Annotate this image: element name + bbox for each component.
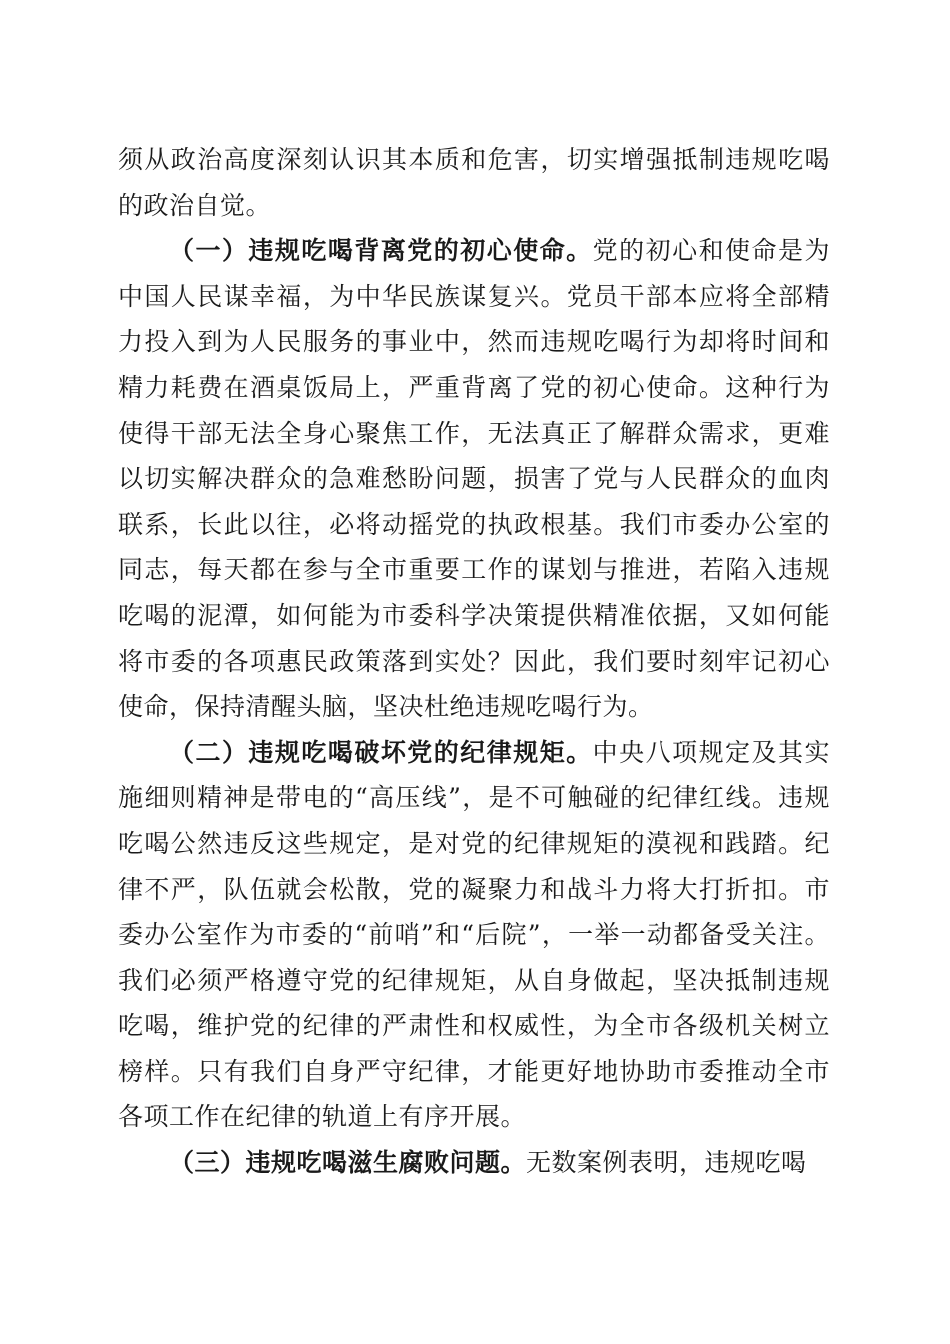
paragraph-section-1 [118,228,830,730]
section-heading: （二）违规吃喝破坏党的纪律规矩。 [169,737,593,767]
paragraph-text: 无数案例表明，违规吃喝 [526,1148,807,1178]
paragraph-text: 须从政治高度深刻认识其本质和危害，切实增强抵制违规吃喝的政治自觉。 [118,145,830,220]
paragraph-text: 党的初心和使命是为中国人民谋幸福，为中华民族谋复兴。党员干部本应将全部精力投入到为人民服务的事业中，然而违规吃喝行为却将时间和精力耗费在酒桌饭局上，严重背离了党的初心使命。这种行为使得干部无法全身心聚焦工作，无法真正了解群众需求，更难以切实解决群众的急难愁盼问题，损害了党与人民群众的血肉联系，长此以往，必将动摇党的执政根基。我们市委办公室的同志，每天都在参与全市重要工作的谋划与推进，若陷入违规吃喝的泥潭，如何能为市委科学决策提供精准依据，又如何能将市委的各项惠民政策落到实处？因此，我们要时刻牢记初心使命，保持清醒头脑，坚决杜绝违规吃喝行为。 [118,236,830,722]
section-heading: （三）违规吃喝滋生腐败问题。 [169,1148,527,1178]
paragraph-text: 中央八项规定及其实施细则精神是带电的“高压线”，是不可触碰的纪律红线。违规吃喝公然违反这些规定，是对党的纪律规矩的漠视和践踏。纪律不严，队伍就会松散，党的凝聚力和战斗力将大打折扣。市委办公室作为市委的“前哨”和“后院”，一举一动都备受关注。我们必须严格遵守党的纪律规矩，从自身做起，坚决抵制违规吃喝，维护党的纪律的严肃性和权威性，为全市各级机关树立榜样。只有我们自身严守纪律，才能更好地协助市委推动全市各项工作在纪律的轨道上有序开展。 [118,737,830,1132]
document-body [118,137,830,1186]
section-heading: （一）违规吃喝背离党的初心使命。 [169,236,593,266]
paragraph-section-3 [118,1140,830,1186]
paragraph-section-2 [118,730,830,1140]
paragraph-continuation [118,137,830,228]
